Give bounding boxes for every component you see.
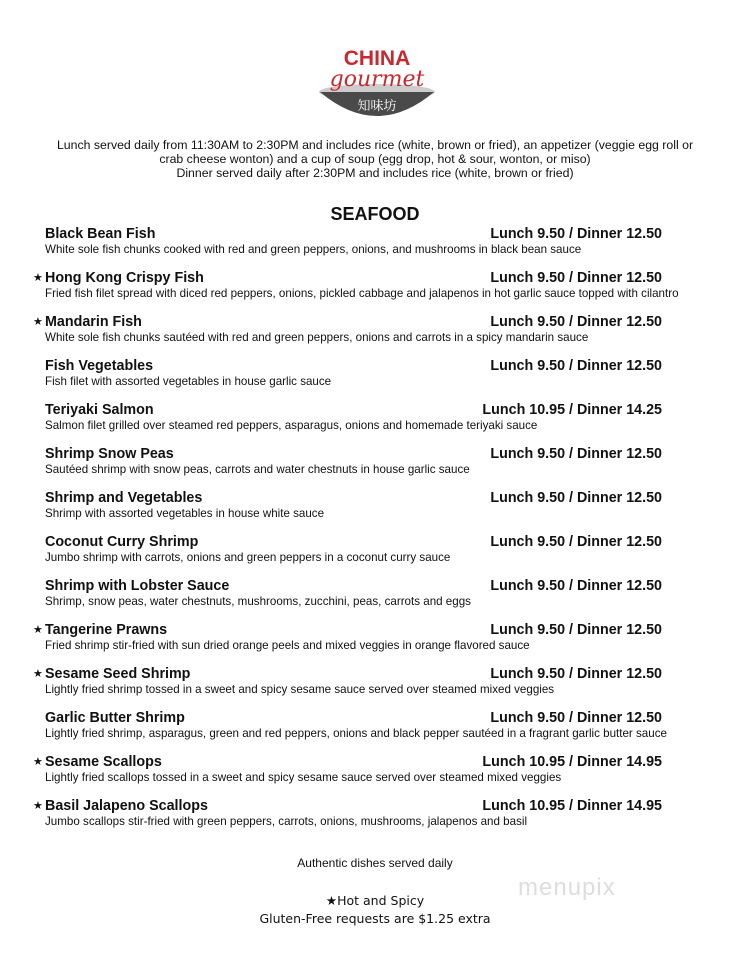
svg-text:gourmet: gourmet bbox=[329, 67, 425, 92]
intro-line: Dinner served daily after 2:30PM and includes rice (white, brown or fried) bbox=[176, 166, 574, 180]
menu-item bbox=[33, 666, 705, 697]
item-name: Tangerine Prawns bbox=[45, 622, 168, 638]
item-name: Mandarin Fish bbox=[45, 314, 142, 330]
item-name: Sesame Seed Shrimp bbox=[45, 666, 191, 682]
item-name: Black Bean Fish bbox=[45, 226, 156, 242]
item-name: Fish Vegetables bbox=[45, 358, 154, 374]
menu-item bbox=[45, 710, 705, 741]
item-description: Jumbo scallops stir-fried with green peppers, carrots, onions, mushrooms, jalapenos and basil bbox=[45, 815, 528, 828]
gluten-free-note: Gluten-Free requests are $1.25 extra bbox=[259, 911, 491, 926]
item-description: White sole fish chunks sautéed with red and green peppers, onions and carrots in a spicy mandarin sauce bbox=[45, 331, 589, 344]
item-price: Lunch 10.95 / Dinner 14.95 bbox=[482, 754, 662, 770]
item-price: Lunch 9.50 / Dinner 12.50 bbox=[490, 358, 662, 374]
menu-item bbox=[45, 490, 705, 521]
item-description: Fried fish filet spread with diced red peppers, onions, pickled cabbage and jalapenos in hot garlic sauce topped with cilantro bbox=[45, 287, 679, 300]
svg-text:知味坊: 知味坊 bbox=[357, 99, 397, 114]
menu-item bbox=[33, 622, 705, 653]
item-name: Basil Jalapeno Scallops bbox=[45, 798, 208, 814]
star-icon: ★ bbox=[325, 893, 338, 908]
item-price: Lunch 10.95 / Dinner 14.25 bbox=[482, 402, 662, 418]
item-description: Sautéed shrimp with snow peas, carrots and water chestnuts in house garlic sauce bbox=[45, 463, 470, 476]
item-description: Fish filet with assorted vegetables in house garlic sauce bbox=[45, 375, 332, 388]
item-description: Lightly fried shrimp tossed in a sweet and spicy sesame sauce served over steamed mixed veggies bbox=[45, 683, 555, 696]
menu-item bbox=[45, 534, 705, 565]
item-description: Salmon filet grilled over steamed red peppers, asparagus, onions and homemade teriyaki sauce bbox=[45, 419, 538, 432]
item-description: Shrimp with assorted vegetables in house white sauce bbox=[45, 507, 325, 520]
star-icon: ★ bbox=[33, 272, 43, 284]
menu-item bbox=[45, 446, 705, 477]
item-name: Shrimp with Lobster Sauce bbox=[45, 578, 230, 594]
item-name: Shrimp Snow Peas bbox=[45, 446, 174, 462]
china-gourmet-logo bbox=[312, 40, 442, 125]
item-price: Lunch 9.50 / Dinner 12.50 bbox=[490, 446, 662, 462]
menu-item bbox=[33, 270, 705, 301]
star-icon: ★ bbox=[33, 756, 43, 768]
intro-line: Lunch served daily from 11:30AM to 2:30PM and includes rice (white, brown or fried), an appetizer (veggie egg roll or bbox=[56, 138, 694, 152]
hours-info bbox=[0, 138, 750, 180]
item-description: Shrimp, snow peas, water chestnuts, mushrooms, zucchini, peas, carrots and eggs bbox=[45, 595, 471, 608]
menu-items bbox=[33, 226, 705, 842]
item-price: Lunch 9.50 / Dinner 12.50 bbox=[490, 578, 662, 594]
item-name: Hong Kong Crispy Fish bbox=[45, 270, 204, 286]
item-description: Lightly fried shrimp, asparagus, green and red peppers, onions and black pepper sautéed in a fragrant garlic butter sauce bbox=[45, 727, 667, 740]
item-price: Lunch 9.50 / Dinner 12.50 bbox=[490, 314, 662, 330]
item-price: Lunch 9.50 / Dinner 12.50 bbox=[490, 622, 662, 638]
menu-item bbox=[45, 226, 705, 257]
star-icon: ★ bbox=[33, 624, 43, 636]
item-price: Lunch 9.50 / Dinner 12.50 bbox=[490, 666, 662, 682]
item-price: Lunch 9.50 / Dinner 12.50 bbox=[490, 490, 662, 506]
item-price: Lunch 9.50 / Dinner 12.50 bbox=[490, 710, 662, 726]
menu-item bbox=[45, 402, 705, 433]
footer-notes bbox=[0, 892, 750, 928]
item-price: Lunch 9.50 / Dinner 12.50 bbox=[490, 534, 662, 550]
hot-spicy-legend: Hot and Spicy bbox=[337, 893, 425, 908]
item-price: Lunch 10.95 / Dinner 14.95 bbox=[482, 798, 662, 814]
menu-item bbox=[33, 314, 705, 345]
item-price: Lunch 9.50 / Dinner 12.50 bbox=[490, 226, 662, 242]
menu-item bbox=[45, 358, 705, 389]
section-title: SEAFOOD bbox=[330, 204, 420, 224]
item-name: Sesame Scallops bbox=[45, 754, 162, 770]
item-name: Teriyaki Salmon bbox=[45, 402, 154, 418]
menu-item bbox=[33, 754, 705, 785]
item-description: Fried shrimp stir-fried with sun dried orange peels and mixed veggies in orange flavored sauce bbox=[45, 639, 530, 652]
svg-text:CHINA: CHINA bbox=[343, 47, 411, 70]
menu-item bbox=[33, 798, 705, 829]
authentic-note: Authentic dishes served daily bbox=[297, 856, 453, 870]
intro-line: crab cheese wonton) and a cup of soup (egg drop, hot & sour, wonton, or miso) bbox=[159, 152, 591, 166]
star-icon: ★ bbox=[33, 800, 43, 812]
star-icon: ★ bbox=[33, 316, 43, 328]
item-name: Garlic Butter Shrimp bbox=[45, 710, 185, 726]
star-icon: ★ bbox=[33, 668, 43, 680]
item-description: Lightly fried scallops tossed in a sweet and spicy sesame sauce served over steamed mixed veggies bbox=[45, 771, 562, 784]
menu-item bbox=[45, 578, 705, 609]
item-name: Coconut Curry Shrimp bbox=[45, 534, 199, 550]
item-name: Shrimp and Vegetables bbox=[45, 490, 203, 506]
item-description: Jumbo shrimp with carrots, onions and green peppers in a coconut curry sauce bbox=[45, 551, 451, 564]
watermark: menupix bbox=[518, 874, 616, 901]
item-description: White sole fish chunks cooked with red and green peppers, onions, and mushrooms in black bean sauce bbox=[45, 243, 582, 256]
item-price: Lunch 9.50 / Dinner 12.50 bbox=[490, 270, 662, 286]
